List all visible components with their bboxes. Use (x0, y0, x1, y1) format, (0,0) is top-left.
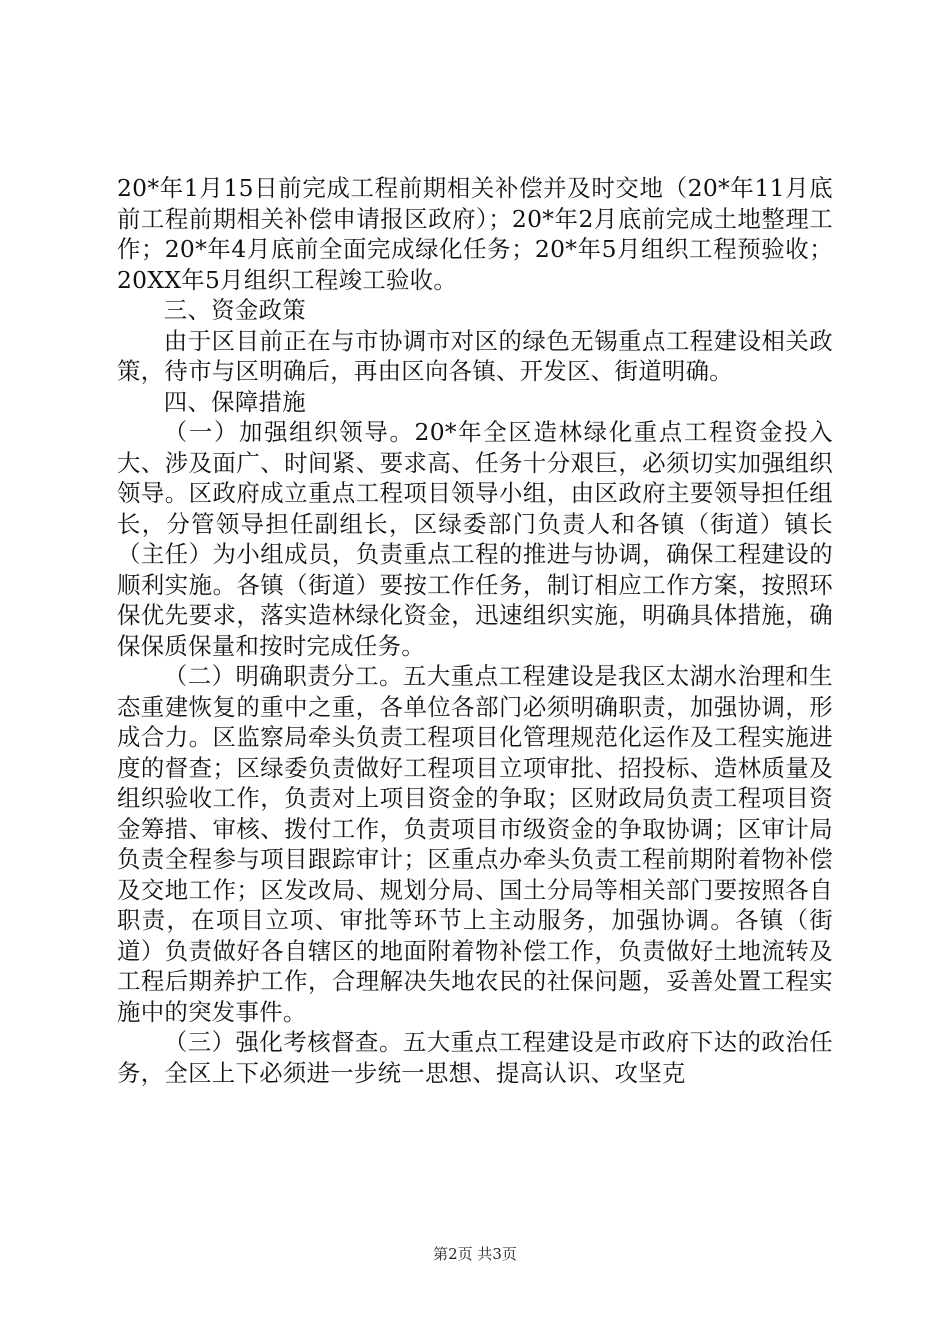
heading-safeguards: 四、保障措施 (163, 387, 306, 416)
heading-funding-policy: 三、资金政策 (163, 296, 306, 324)
paragraph-schedule: 20*年1月15日前完成工程前期相关补偿并及时交地（20*年11月底前工程前期相关补偿申请报区政府）；20*年2月底前完成土地整理工作；20*年4月底前全面完成绿化任务；20*年5月组织工程预验收；20XX年5月组织工程竣工验收。 (117, 174, 833, 294)
page-footer (0, 1244, 950, 1264)
document-body (117, 173, 833, 1088)
paragraph-funding-policy: 由于区目前正在与市协调市对区的绿色无锡重点工程建设相关政策，待市与区明确后，再由区向各镇、开发区、街道明确。 (117, 326, 833, 385)
paragraph-organization-leadership: （一）加强组织领导。20*年全区造林绿化重点工程资金投入大、涉及面广、时间紧、要求高、任务十分艰巨，必须切实加强组织领导。区政府成立重点工程项目领导小组，由区政府主要领导担任组长，分管领导担任副组长，区绿委部门负责人和各镇（街道）镇长（主任）为小组成员，负责重点工程的推进与协调，确保工程建设的顺利实施。各镇（街道）要按工作任务，制订相应工作方案，按照环保优先要求，落实造林绿化资金，迅速组织实施，明确具体措施，确保保质保量和按时完成任务。 (117, 418, 833, 660)
page-number-label: 第2页 共3页 (433, 1245, 517, 1263)
paragraph-responsibility-division: （二）明确职责分工。五大重点工程建设是我区太湖水治理和生态重建恢复的重中之重，各单位各部门必须明确职责，加强协调，形成合力。区监察局牵头负责工程项目化管理规范化运作及工程实施进度的督查；区绿委负责做好工程项目立项审批、招投标、造林质量及组织验收工作，负责对上项目资金的争取；区财政局负责工程项目资金筹措、审核、拨付工作，负责项目市级资金的争取协调；区审计局负责全程参与项目跟踪审计；区重点办牵头负责工程前期附着物补偿及交地工作；区发改局、规划分局、国土分局等相关部门要按照各自职责，在项目立项、审批等环节上主动服务，加强协调。各镇（街道）负责做好各自辖区的地面附着物补偿工作，负责做好土地流转及工程后期养护工作，合理解决失地农民的社保问题，妥善处置工程实施中的突发事件。 (117, 662, 833, 1026)
paragraph-assessment-supervision: （三）强化考核督查。五大重点工程建设是市政府下达的政治任务，全区上下必须进一步统一思想、提高认识、攻坚克 (117, 1028, 833, 1087)
